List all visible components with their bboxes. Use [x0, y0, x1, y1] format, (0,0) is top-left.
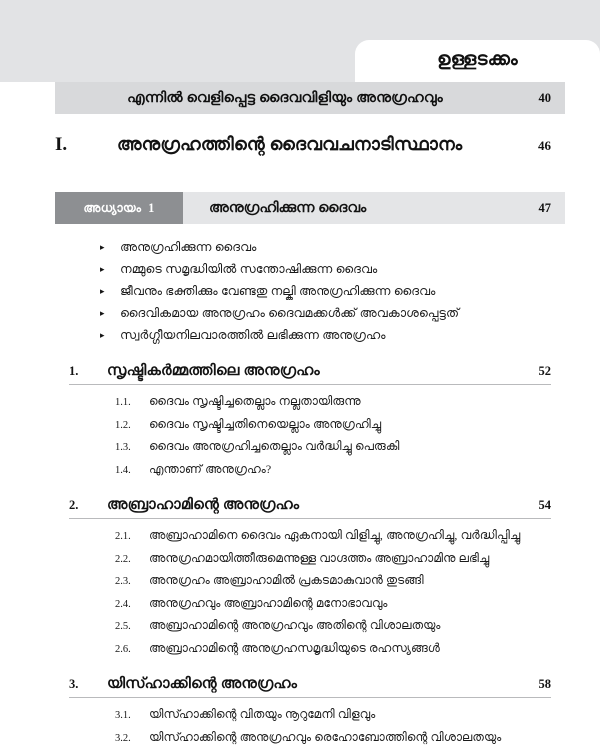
toc-entry-page: 40 — [538, 90, 551, 105]
triangle-bullet-icon: ▸ — [100, 242, 105, 252]
sub-item-label: ദൈവം സൃഷ്ടിച്ചതിനെയെല്ലാം അനുഗ്രഹിച്ചു — [149, 416, 382, 431]
sub-item-label: അനുഗ്രഹമായിത്തീരുമെന്നുള്ള വാഗ്ദത്തം അബ്രാഹാമിനു ലഭിച്ചു — [149, 550, 490, 565]
toc-section-number: 3. — [69, 677, 79, 691]
list-item[interactable] — [55, 596, 565, 619]
toc-section-page: 54 — [538, 498, 551, 512]
toc-section — [55, 675, 565, 752]
toc-section-title: സൃഷ്ടികർമ്മത്തിലെ അനുഗ്രഹം — [107, 363, 320, 379]
toc-subitem-list — [55, 707, 565, 752]
sub-item-label: അബ്രാഹാമിന്റെ അനുഗ്രഹവും അതിന്റെ വിശാലതയും — [149, 618, 441, 632]
list-item[interactable] — [55, 528, 565, 551]
sub-item-number: 3.2. — [115, 732, 131, 744]
list-item[interactable] — [55, 641, 565, 664]
toc-section-number: 1. — [69, 364, 79, 378]
toc-entry-row[interactable] — [55, 82, 565, 114]
list-item[interactable] — [55, 394, 565, 417]
toc-section-number: 2. — [69, 498, 79, 512]
sub-item-number: 1.1. — [115, 397, 131, 408]
list-item[interactable] — [55, 730, 565, 752]
toc-section-page: 52 — [538, 364, 551, 378]
toc-section-page: 58 — [538, 677, 551, 691]
chapter-tag-number: 1 — [148, 200, 155, 215]
triangle-bullet-icon: ▸ — [100, 330, 105, 340]
list-item-label: അനുഗ്രഹിക്കുന്ന ദൈവം — [120, 240, 257, 254]
sub-item-number: 1.2. — [115, 419, 131, 431]
list-item[interactable] — [55, 551, 565, 574]
section-divider — [69, 384, 551, 385]
toc-subitem-list — [55, 528, 565, 663]
list-item-label: ജീവനും ഭക്തിക്കും വേണ്ടതു നല്കി അനുഗ്രഹിക്കുന്ന ദൈവം — [120, 284, 436, 298]
toc-part-page: 46 — [538, 138, 551, 153]
chapter-tag — [55, 192, 183, 224]
sub-item-label: അനുഗ്രഹവും അബ്രാഹാമിന്റെ മനോഭാവവും — [149, 595, 388, 610]
sub-item-number: 1.4. — [115, 464, 131, 476]
list-item[interactable] — [55, 462, 565, 485]
chapter-bullet-list — [55, 240, 565, 350]
section-divider — [69, 518, 551, 519]
toc-content — [55, 82, 565, 752]
toc-section-title: യിസ്ഹാക്കിന്റെ അനുഗ്രഹം — [107, 676, 298, 692]
toc-chapter-page: 47 — [538, 200, 551, 215]
sub-item-number: 1.3. — [115, 442, 131, 453]
sub-item-label: എന്താണ് അനുഗ്രഹം? — [149, 461, 272, 476]
sub-item-number: 2.6. — [115, 643, 131, 655]
toc-section-list — [55, 362, 565, 752]
list-item-label: സ്വർഗ്ഗീയനിലവാരത്തിൽ ലഭിക്കുന്ന അനുഗ്രഹം — [120, 328, 386, 342]
sub-item-label: അബ്രാഹാമിന്റെ അനുഗ്രഹസമൃദ്ധിയുടെ രഹസ്യങ്ങൾ — [149, 640, 440, 655]
sub-item-label: ദൈവം അനുഗ്രഹിച്ചതെല്ലാം വർദ്ധിച്ചു പെരുകി — [149, 439, 400, 453]
page-sheet — [0, 82, 600, 752]
list-item[interactable] — [55, 262, 565, 284]
toc-part-title: അനുഗ്രഹത്തിന്റെ ദൈവവചനാടിസ്ഥാനം — [117, 134, 463, 154]
toc-section-title: അബ്രാഹാമിന്റെ അനുഗ്രഹം — [107, 497, 300, 513]
list-item[interactable] — [55, 417, 565, 440]
sub-item-label: അബ്രാഹാമിനെ ദൈവം ഏകനായി വിളിച്ചു, അനുഗ്രഹിച്ചു, വർദ്ധിപ്പിച്ചു — [149, 528, 521, 542]
page-header-strip — [0, 0, 600, 82]
sub-item-number: 2.4. — [115, 598, 131, 610]
triangle-bullet-icon: ▸ — [100, 286, 105, 296]
section-divider — [69, 697, 551, 698]
sub-item-number: 2.5. — [115, 621, 131, 632]
list-item[interactable] — [55, 240, 565, 262]
toc-section-heading[interactable] — [55, 362, 565, 384]
triangle-bullet-icon: ▸ — [100, 264, 105, 274]
chapter-tag-label: അധ്യായം — [83, 200, 142, 215]
toc-subitem-list — [55, 394, 565, 484]
sub-item-label: യിസ്ഹാക്കിന്റെ വിതയും നൂറുമേനി വിളവും — [149, 707, 376, 721]
toc-section — [55, 496, 565, 663]
sub-item-number: 3.1. — [115, 710, 131, 721]
page-title: ഉള്ളടക്കം — [437, 49, 518, 70]
list-item-label: ദൈവികമായ അനുഗ്രഹം ദൈവമക്കൾക്ക് അവകാശപ്പെട്ടത് — [120, 306, 460, 320]
toc-chapter-row[interactable] — [55, 192, 565, 224]
list-item[interactable] — [55, 284, 565, 306]
toc-chapter-title: അനുഗ്രഹിക്കുന്ന ദൈവം — [209, 199, 367, 216]
list-item[interactable] — [55, 573, 565, 596]
list-item-label: നമ്മുടെ സമൃദ്ധിയിൽ സന്തോഷിക്കുന്ന ദൈവം — [120, 262, 378, 276]
sub-item-number: 2.2. — [115, 553, 131, 565]
toc-entry-label: എന്നിൽ വെളിപ്പെട്ട ദൈവവിളിയും അനുഗ്രഹവും — [127, 89, 443, 106]
list-item[interactable] — [55, 707, 565, 730]
toc-section-heading[interactable] — [55, 496, 565, 518]
toc-part-heading[interactable] — [55, 134, 565, 174]
list-item[interactable] — [55, 306, 565, 328]
triangle-bullet-icon: ▸ — [100, 308, 105, 318]
list-item[interactable] — [55, 618, 565, 641]
toc-part-number: I. — [55, 134, 68, 155]
sub-item-number: 2.1. — [115, 531, 131, 542]
list-item[interactable] — [55, 328, 565, 350]
toc-section-heading[interactable] — [55, 675, 565, 697]
list-item[interactable] — [55, 439, 565, 462]
sub-item-label: അനുഗ്രഹം അബ്രാഹാമിൽ പ്രകടമാകുവാൻ തുടങ്ങി — [149, 573, 424, 587]
contents-title-card — [355, 40, 600, 82]
sub-item-number: 2.3. — [115, 576, 131, 587]
toc-section — [55, 362, 565, 484]
sub-item-label: ദൈവം സൃഷ്ടിച്ചതെല്ലാം നല്ലതായിരുന്നു — [149, 394, 361, 408]
sub-item-label: യിസ്ഹാക്കിന്റെ അനുഗ്രഹവും രെഹോബോത്തിന്റെ വിശാലതയും — [149, 729, 502, 744]
